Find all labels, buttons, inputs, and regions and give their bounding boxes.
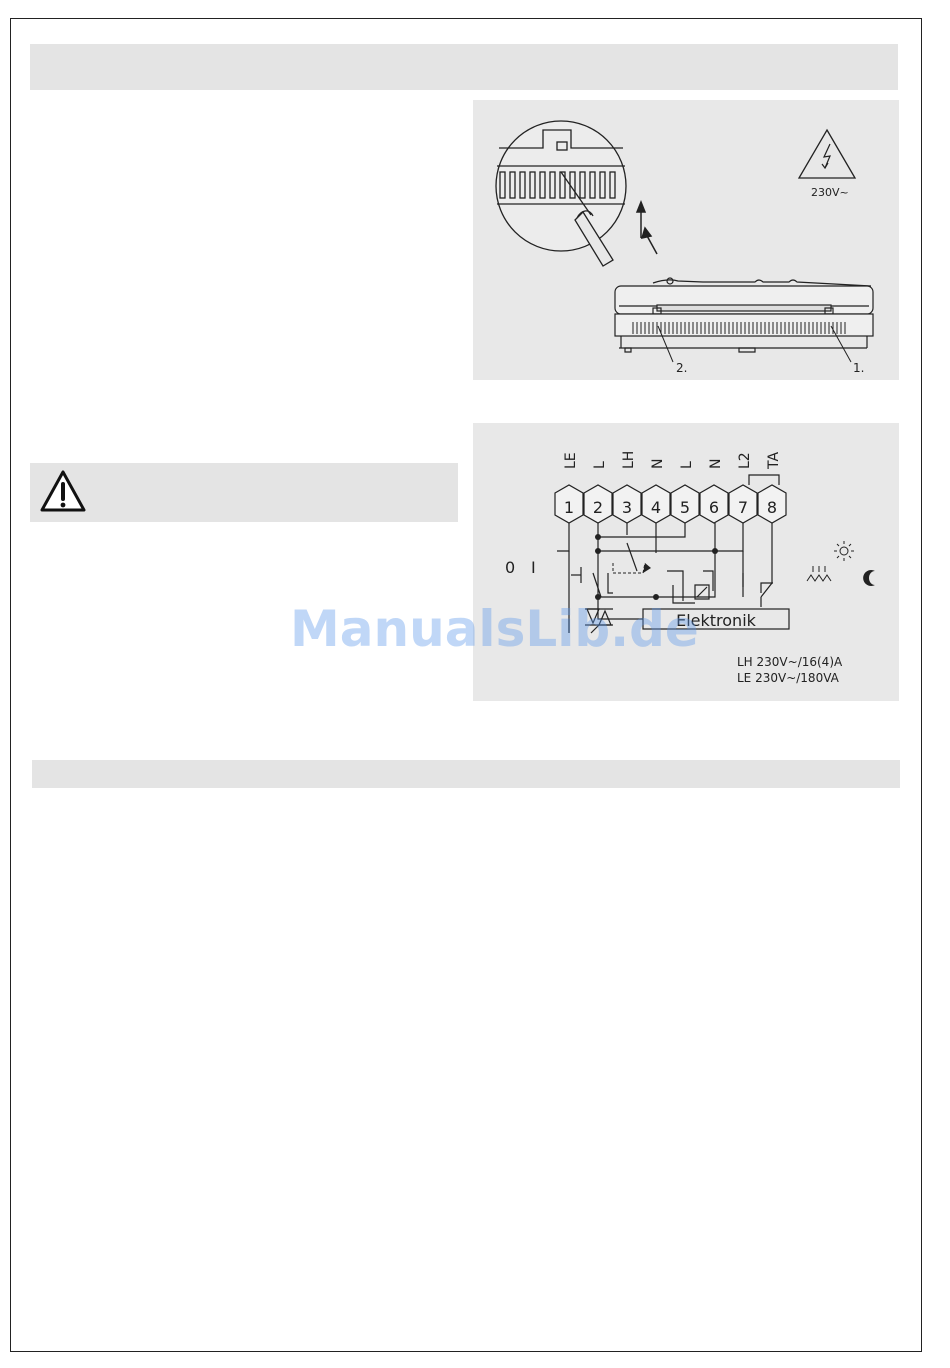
electrical-hazard-icon bbox=[799, 130, 855, 178]
terminal-label-4: N bbox=[650, 458, 666, 469]
callout-2: 2. bbox=[676, 361, 688, 375]
terminal-number-6: 6 bbox=[708, 498, 720, 517]
housing-opening-figure bbox=[473, 100, 899, 380]
switch-label-off: 0 bbox=[505, 558, 516, 577]
section-header-bar bbox=[30, 44, 898, 90]
terminal-number-8: 8 bbox=[766, 498, 778, 517]
terminal-number-7: 7 bbox=[737, 498, 749, 517]
terminal-block bbox=[555, 485, 786, 523]
device-side-view bbox=[615, 278, 873, 352]
switch-label-on: I bbox=[531, 558, 536, 577]
voltage-label: 230V~ bbox=[811, 186, 849, 199]
terminal-number-2: 2 bbox=[592, 498, 604, 517]
dashed-link bbox=[613, 563, 645, 573]
terminal-number-5: 5 bbox=[679, 498, 691, 517]
rating-le: LE 230V~/180VA bbox=[737, 671, 839, 685]
dashed-link-arrow bbox=[643, 563, 651, 573]
electronics-module-label: Elektronik bbox=[676, 611, 756, 630]
watermark: ManualsLib.de bbox=[290, 600, 699, 658]
terminal-label-3: LH bbox=[621, 450, 637, 469]
warning-triangle-icon bbox=[39, 468, 87, 516]
rating-lh: LH 230V~/16(4)A bbox=[737, 655, 843, 669]
callout-1: 1. bbox=[853, 361, 865, 375]
terminal-labels bbox=[563, 451, 782, 470]
sun-icon bbox=[834, 541, 854, 561]
terminal-label-5: L bbox=[679, 461, 695, 469]
magnified-detail bbox=[496, 121, 626, 266]
terminal-number-4: 4 bbox=[650, 498, 662, 517]
terminal-label-2: L bbox=[592, 461, 608, 469]
terminal-number-1: 1 bbox=[563, 498, 575, 517]
terminal-label-7: L2 bbox=[737, 452, 753, 469]
moon-icon bbox=[863, 570, 875, 586]
terminal-number-3: 3 bbox=[621, 498, 633, 517]
terminal-bridge bbox=[749, 475, 779, 485]
section-header-bar-2 bbox=[32, 760, 900, 788]
terminal-label-8: TA bbox=[766, 451, 782, 469]
heater-icon bbox=[807, 566, 831, 581]
warning-notice bbox=[30, 463, 458, 522]
direction-arrows bbox=[637, 202, 657, 254]
terminal-label-1: LE bbox=[563, 452, 579, 469]
terminal-label-6: N bbox=[708, 458, 724, 469]
